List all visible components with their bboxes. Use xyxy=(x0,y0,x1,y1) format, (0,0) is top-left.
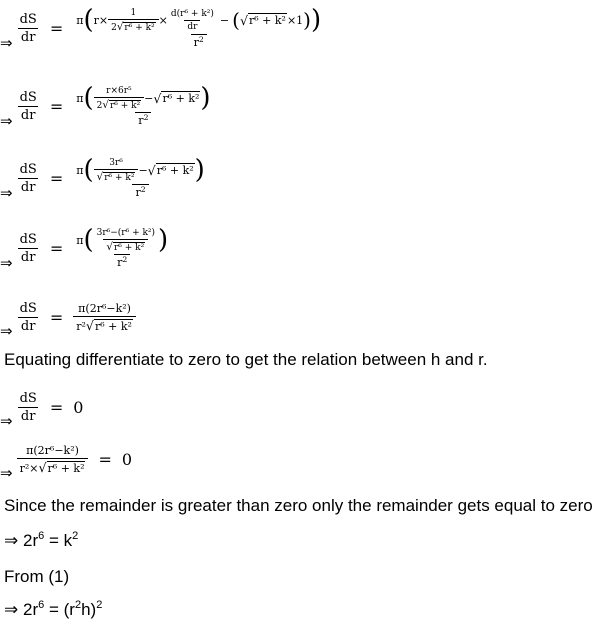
zero-value: 0 xyxy=(121,449,133,469)
equals-sign: = xyxy=(49,96,64,116)
step5-fraction: $\frac{\text{π(2r⁶−k²)}}{\text{r²√r⁶ + k²}}$ xyxy=(73,302,136,333)
implies-arrow: ⇒ xyxy=(0,322,13,340)
explanation-text-1: Equating differentiate to zero to get the relation between h and r. xyxy=(4,350,488,369)
step-3 xyxy=(0,154,208,202)
equals-sign: = xyxy=(98,449,112,469)
implies-arrow: ⇒ xyxy=(0,184,13,202)
equals-sign: = xyxy=(49,238,64,258)
implies-arrow: ⇒ xyxy=(0,464,13,482)
implies-arrow: ⇒ xyxy=(0,34,13,52)
explanation-text-3: From (1) xyxy=(4,567,70,586)
ds-dr-fraction: $\frac{dS}{dr}$ xyxy=(19,300,37,334)
equation-1: ⇒ $2r^6 = k^2$ xyxy=(4,530,79,550)
implies-arrow: ⇒ xyxy=(0,254,13,272)
step4-fraction: π ( $\frac{\text{3r⁶−(r⁶ + k²)}}{\text{√r⁶ + k²}}$ ) $r^2$ xyxy=(76,225,169,269)
ds-dr-fraction: $\frac{dS}{dr}$ xyxy=(19,89,37,123)
step-1 xyxy=(0,4,324,52)
ds-dr-fraction: $\frac{dS}{dr}$ xyxy=(19,11,37,45)
step-6 xyxy=(0,384,83,430)
ds-dr-fraction: $\frac{dS}{dr}$ xyxy=(19,231,37,265)
step-4 xyxy=(0,224,171,272)
equals-sign: = xyxy=(49,18,64,38)
ds-dr-fraction: $\frac{dS}{dr}$ xyxy=(19,161,37,195)
step3-fraction: π ( $\frac{\text{3r⁶}}{\text{√r⁶ + k²}}$ − √ r⁶ + k² ) $r^2$ xyxy=(76,155,205,199)
step-5 xyxy=(0,294,136,340)
implies-arrow: ⇒ xyxy=(0,112,13,130)
equals-sign: = xyxy=(49,307,64,327)
step-2 xyxy=(0,82,214,130)
zero-value: 0 xyxy=(73,397,84,417)
step2-fraction: π ( $\frac{\text{r×6r⁵}}{\text{2√r⁶ + k²}}$ − √ r⁶ + k² ) $r^2$ xyxy=(76,83,211,127)
step7-fraction: $\frac{\text{π(2r⁶−k²)}}{\text{r²×√r⁶ + k²}}$ xyxy=(17,444,89,475)
step1-fraction: π ( r× $\frac{1}{\text{2√r⁶ + k²}}$ × $\frac{\text{d(r⁶ + k²)}}{dr}$ − ( √ r⁶ + k² ×1 ) ) $r^2$ xyxy=(76,5,322,49)
equals-sign: = xyxy=(49,397,64,417)
ds-dr-fraction: $\frac{dS}{dr}$ xyxy=(19,390,37,424)
implies-arrow: ⇒ xyxy=(0,412,13,430)
equation-2: ⇒ $2r^6 = (r^2h)^2$ xyxy=(4,599,103,619)
explanation-text-2: Since the remainder is greater than zero only the remainder gets equal to zero xyxy=(4,496,593,515)
equals-sign: = xyxy=(49,168,64,188)
step-7 xyxy=(0,436,132,482)
